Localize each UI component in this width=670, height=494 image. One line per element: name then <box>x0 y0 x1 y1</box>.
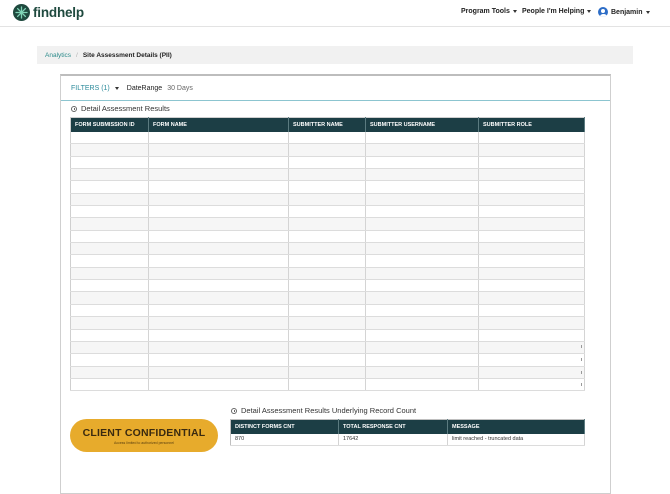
table-cell <box>149 341 289 353</box>
logo-icon <box>13 4 30 21</box>
table-cell <box>149 243 289 255</box>
table-row <box>71 317 585 329</box>
table-cell <box>366 156 479 168</box>
table-cell <box>366 292 479 304</box>
table-cell <box>366 206 479 218</box>
table-cell <box>149 267 289 279</box>
table-cell <box>366 255 479 267</box>
breadcrumb-current: Site Assessment Details (PII) <box>82 51 172 59</box>
table-cell <box>149 317 289 329</box>
table-row <box>71 243 585 255</box>
table-cell <box>479 132 585 144</box>
chevron-down-icon <box>513 10 517 13</box>
table-cell <box>71 243 149 255</box>
table-cell <box>71 317 149 329</box>
program-tools-menu[interactable] <box>461 8 517 15</box>
detail-section-title <box>71 104 170 113</box>
table-cell <box>71 255 149 267</box>
column-header[interactable]: MESSAGE <box>448 420 585 434</box>
table-cell <box>289 292 366 304</box>
table-row <box>71 304 585 316</box>
table-cell <box>479 329 585 341</box>
table-cell <box>149 230 289 242</box>
chevron-down-icon <box>646 11 650 14</box>
table-cell <box>366 378 479 390</box>
table-cell <box>289 132 366 144</box>
table-cell <box>71 181 149 193</box>
table-cell <box>289 230 366 242</box>
table-cell <box>479 366 585 378</box>
breadcrumb-analytics-link[interactable]: Analytics <box>45 51 72 59</box>
table-cell <box>71 230 149 242</box>
user-name: Benjamin <box>611 8 643 16</box>
table-cell <box>289 354 366 366</box>
table-cell <box>149 255 289 267</box>
table-cell <box>366 267 479 279</box>
column-header[interactable]: TOTAL RESPONSE CNT <box>339 420 448 434</box>
table-cell <box>71 304 149 316</box>
people-helping-menu[interactable] <box>522 8 591 15</box>
table-cell <box>479 292 585 304</box>
record-count-table <box>230 419 585 446</box>
table-cell <box>479 193 585 205</box>
table-cell <box>366 354 479 366</box>
table-row <box>71 280 585 292</box>
total-response-cell: 17642 <box>339 434 448 446</box>
table-cell <box>289 304 366 316</box>
findhelp-logo[interactable] <box>13 4 84 21</box>
table-row <box>71 341 585 353</box>
info-icon[interactable] <box>71 106 77 112</box>
top-nav <box>0 0 670 27</box>
message-cell: limit reached - truncated data <box>448 434 585 446</box>
table-row <box>71 255 585 267</box>
detail-section-title-text: Detail Assessment Results <box>81 104 170 113</box>
table-row <box>71 230 585 242</box>
table-cell <box>289 181 366 193</box>
table-cell <box>366 181 479 193</box>
table-cell <box>479 169 585 181</box>
column-header[interactable]: FORM NAME <box>149 118 289 132</box>
count-section-title-text: Detail Assessment Results Underlying Record Count <box>241 406 417 415</box>
table-cell <box>149 354 289 366</box>
table-row <box>71 329 585 341</box>
table-cell <box>479 317 585 329</box>
chevron-down-icon <box>587 10 591 13</box>
table-cell <box>149 280 289 292</box>
table-row <box>231 434 585 446</box>
breadcrumb-separator: / <box>76 51 78 59</box>
table-cell <box>479 230 585 242</box>
table-cell <box>71 132 149 144</box>
table-row <box>71 156 585 168</box>
count-section-title <box>231 406 416 415</box>
table-cell <box>289 267 366 279</box>
table-cell <box>71 144 149 156</box>
table-cell <box>366 317 479 329</box>
table-cell <box>71 354 149 366</box>
table-cell <box>289 193 366 205</box>
table-cell <box>366 243 479 255</box>
filter-daterange-value[interactable]: 30 Days <box>167 84 193 92</box>
table-cell <box>366 341 479 353</box>
table-cell <box>289 218 366 230</box>
detail-results-body <box>71 132 585 391</box>
table-cell <box>289 317 366 329</box>
table-cell <box>479 144 585 156</box>
table-cell <box>366 304 479 316</box>
user-avatar-icon <box>598 7 608 17</box>
table-cell <box>479 218 585 230</box>
filter-daterange-key: DateRange <box>126 84 163 92</box>
table-cell <box>149 144 289 156</box>
table-cell <box>479 156 585 168</box>
table-cell <box>149 132 289 144</box>
table-cell <box>479 304 585 316</box>
table-cell <box>289 156 366 168</box>
table-cell <box>71 341 149 353</box>
badge-subtitle: Access limited to authorized personnel <box>114 440 174 445</box>
table-row <box>71 292 585 304</box>
table-row <box>71 267 585 279</box>
table-cell <box>71 292 149 304</box>
table-cell <box>149 193 289 205</box>
table-cell <box>289 378 366 390</box>
breadcrumb <box>37 46 633 64</box>
table-row <box>71 144 585 156</box>
table-cell <box>149 378 289 390</box>
table-cell <box>366 366 479 378</box>
table-cell <box>149 304 289 316</box>
table-cell <box>366 280 479 292</box>
table-cell <box>71 378 149 390</box>
table-cell <box>149 218 289 230</box>
table-header-row <box>231 420 585 434</box>
table-cell <box>149 169 289 181</box>
table-row <box>71 169 585 181</box>
people-helping-label: People I'm Helping <box>522 8 585 15</box>
table-cell <box>289 243 366 255</box>
table-cell <box>71 218 149 230</box>
table-cell <box>289 206 366 218</box>
table-cell <box>71 156 149 168</box>
table-cell <box>366 132 479 144</box>
table-cell <box>289 255 366 267</box>
table-cell <box>71 193 149 205</box>
column-header[interactable]: DISTINCT FORMS CNT <box>231 420 339 434</box>
client-confidential-badge <box>70 419 218 452</box>
table-cell <box>149 292 289 304</box>
user-menu[interactable] <box>598 7 650 17</box>
table-row <box>71 366 585 378</box>
table-cell <box>479 206 585 218</box>
table-cell <box>71 280 149 292</box>
distinct-forms-cell: 870 <box>231 434 339 446</box>
table-row <box>71 193 585 205</box>
table-cell <box>289 144 366 156</box>
column-header[interactable]: SUBMITTER USERNAME <box>366 118 479 132</box>
table-row <box>71 206 585 218</box>
table-row <box>71 218 585 230</box>
table-cell <box>479 280 585 292</box>
table-cell <box>289 329 366 341</box>
table-row <box>71 354 585 366</box>
table-cell <box>289 280 366 292</box>
table-cell <box>289 341 366 353</box>
info-icon[interactable] <box>231 408 237 414</box>
badge-title: CLIENT CONFIDENTIAL <box>82 426 206 439</box>
table-row <box>71 181 585 193</box>
table-cell <box>366 169 479 181</box>
filters-toggle[interactable]: FILTERS (1) <box>71 84 110 92</box>
table-cell <box>479 243 585 255</box>
table-cell <box>366 329 479 341</box>
table-cell <box>366 230 479 242</box>
table-cell <box>149 206 289 218</box>
caret-down-icon[interactable] <box>115 87 119 90</box>
column-header[interactable]: SUBMITTER ROLE <box>479 118 585 132</box>
table-cell <box>366 144 479 156</box>
column-header[interactable]: FORM SUBMISSION ID <box>71 118 149 132</box>
horizontal-scroll-indicator[interactable] <box>581 345 585 390</box>
table-cell <box>366 218 479 230</box>
table-cell <box>479 378 585 390</box>
table-cell <box>149 329 289 341</box>
table-cell <box>71 206 149 218</box>
table-row <box>71 132 585 144</box>
table-cell <box>71 329 149 341</box>
table-cell <box>71 366 149 378</box>
table-cell <box>479 181 585 193</box>
table-cell <box>149 156 289 168</box>
table-cell <box>479 341 585 353</box>
table-cell <box>71 169 149 181</box>
table-cell <box>149 366 289 378</box>
table-cell <box>289 366 366 378</box>
table-cell <box>149 181 289 193</box>
table-cell <box>479 267 585 279</box>
table-cell <box>289 169 366 181</box>
table-cell <box>479 255 585 267</box>
filters-bar <box>61 76 610 101</box>
table-row <box>71 378 585 390</box>
table-cell <box>71 267 149 279</box>
table-cell <box>366 193 479 205</box>
column-header[interactable]: SUBMITTER NAME <box>289 118 366 132</box>
detail-results-table <box>70 117 585 391</box>
table-header-row <box>71 118 585 132</box>
program-tools-label: Program Tools <box>461 8 510 15</box>
table-cell <box>479 354 585 366</box>
logo-text: findhelp <box>33 5 84 20</box>
